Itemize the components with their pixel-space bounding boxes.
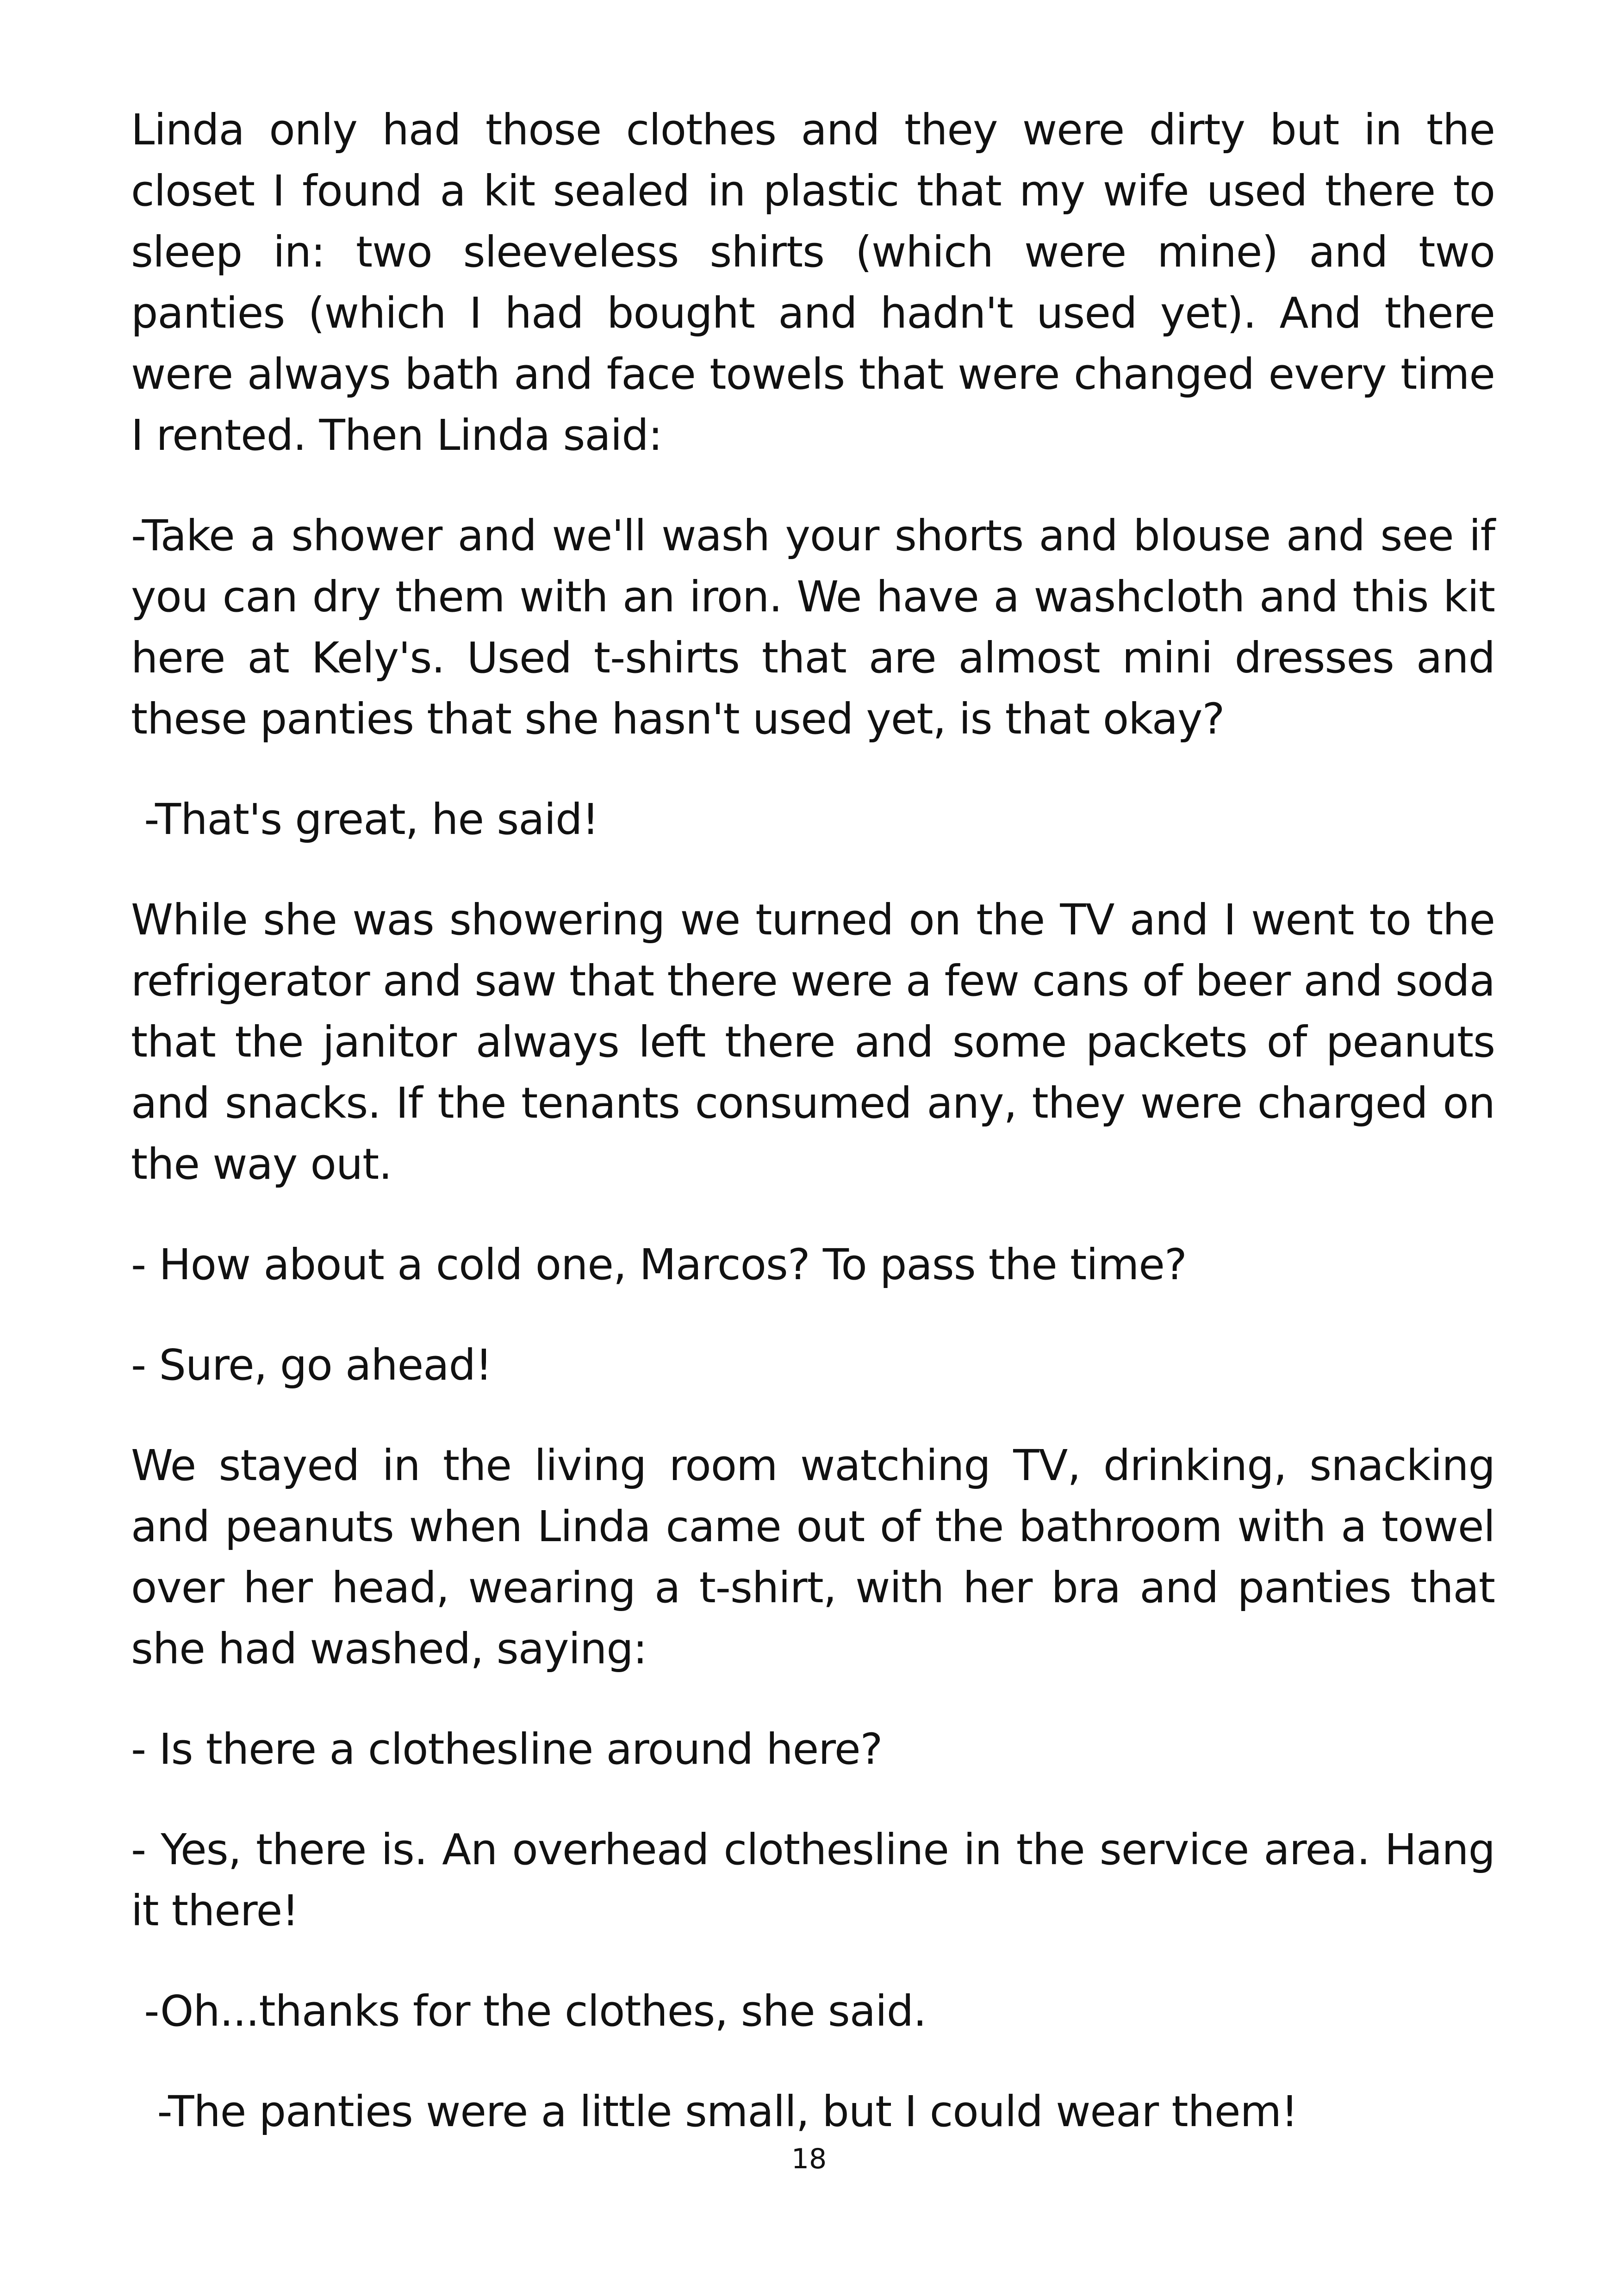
paragraph-8: - Is there a clothesline around here? (131, 1724, 883, 1774)
paragraph-2: -Take a shower and we'll wash your shorts and blouse and see if you can dry them with an iron. We have a washcloth and this kit here at Kely's. Used t-shirts that are almost mini dresses and these panties that she hasn't used yet, is that okay? (131, 511, 1495, 744)
body-text (131, 100, 1495, 2182)
paragraph-7: We stayed in the living room watching TV, drinking, snacking and peanuts when Linda came out of the bathroom with a towel over her head, wearing a t-shirt, with her bra and panties that she had washed, saying: (131, 1441, 1495, 1674)
paragraph-3: -That's great, he said! (131, 795, 599, 844)
page-number: 18 (791, 2143, 827, 2175)
paragraph-4: While she was showering we turned on the TV and I went to the refrigerator and saw that there were a few cans of beer and soda that the janitor always left there and some packets of peanuts and snacks. If the tenants consumed any, they were charged on the way out. (131, 895, 1495, 1189)
paragraph-9: - Yes, there is. An overhead clothesline in the service area. Hang it there! (131, 1825, 1495, 1935)
paragraph-1: Linda only had those clothes and they were dirty but in the closet I found a kit sealed in plastic that my wife used there to sleep in: two sleeveless shirts (which were mine) and two panties (which I had bought and hadn't used yet). And there were always bath and face towels that were changed every time I rented. Then Linda said: (131, 105, 1495, 460)
paragraph-5: - How about a cold one, Marcos? To pass the time? (131, 1240, 1187, 1289)
paragraph-6: - Sure, go ahead! (131, 1340, 492, 1390)
paragraph-10: -Oh...thanks for the clothes, she said. (131, 1986, 927, 2036)
paragraph-11: -The panties were a little small, but I could wear them! (131, 2087, 1298, 2136)
